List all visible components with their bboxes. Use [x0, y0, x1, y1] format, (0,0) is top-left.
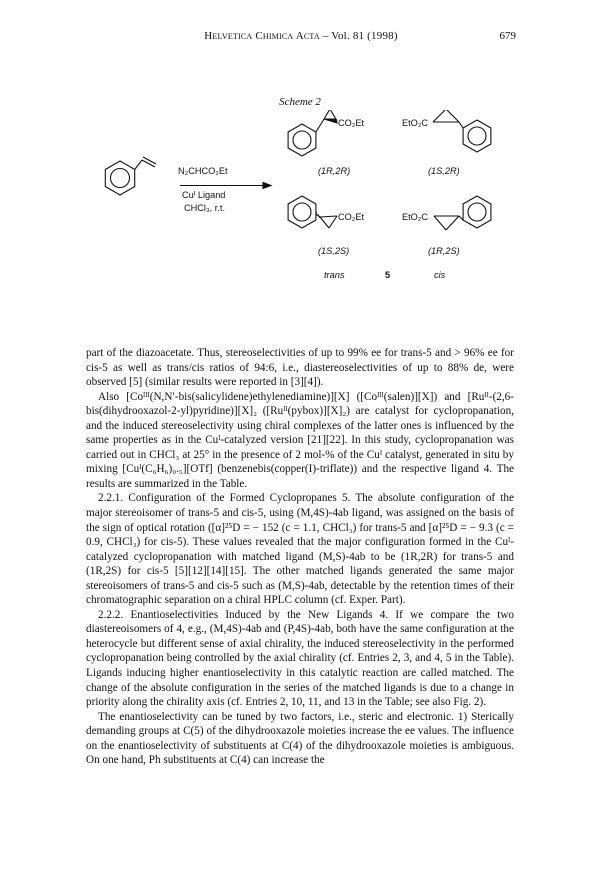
reagent-diazoacetate: N₂CHCO₂Et	[178, 166, 228, 176]
scheme-title: Scheme 2	[279, 96, 321, 108]
journal-name: Helvetica Chimica Acta	[204, 30, 320, 42]
label-1s2s: (1S,2S)	[318, 246, 350, 256]
paragraph-2: Also [Coᴵᴵᴵ(N,N′-bis(salicylidene)ethylenediamine)][X] ([Coᴵᴵᴵ(salen)][X]) and [Ruᴵᴵ-(2,6-bis(dihydrooxazol-2-yl)pyridine)][X]₂ ([Ruᴵᴵ(pybox)][X]₂) are catalyst for cyclopropanation, and the induced stereoselectivity using chiral complexes of the latter ones is influenced by the same properties as in the Cuᴵ-catalyzed version [21][22]. In this study, cyclopropanation was carried out in CHCl₃ at 25° in the presence of 2 mol-% of the Cuᴵ catalyst, generated in situ by mixing [Cuᴵ(C₆H₆)₀.₅][OTf] (benzenebis(copper(I)-triflate)) and the respective ligand 4. The results are summarized in the Table.	[86, 390, 514, 490]
structure-cis-1s2r	[433, 110, 491, 152]
subst-co2et-1s2s: CO₂Et	[338, 212, 365, 222]
journal-volume: – Vol. 81 (1998)	[322, 30, 398, 42]
label-cis: cis	[434, 270, 446, 280]
paragraph-3: 2.2.1. Configuration of the Formed Cyclopropanes 5. The absolute configuration of the major stereoisomer of trans-5 and cis-5, using (M,4S)-4ab ligand, was assigned on the basis of the sign of optical rotation ([α]²⁵D = − 152 (c = 1.1, CHCl₃) for trans-5 and [α]²⁵D = − 9.3 (c = 0.9, CHCl₃) for cis-5). These values revealed that the major configuration formed in the Cuᴵ-catalyzed cyclopropanation with matched ligand (M,S)-4ab to be (1R,2R) for trans-5 and (1R,2S) for cis-5 [5][12][14][15]. The other matched ligands generated the same major stereoisomers of trans-5 and cis-5 such as (M,S)-4ab, detectable by the retention times of their chromatographic separation on a chiral HPLC column (cf. Exper. Part).	[86, 492, 514, 607]
structure-cis-1r2s	[434, 196, 491, 230]
label-trans: trans	[324, 270, 345, 280]
label-1s2r: (1S,2R)	[428, 166, 460, 176]
reagent-conditions: CHCl₃, r.t.	[184, 203, 226, 213]
subst-eto2c-1r2s: EtO₂C	[402, 212, 429, 222]
structure-trans-1s2s	[288, 196, 337, 228]
label-compound-5: 5	[385, 270, 391, 280]
paragraph-5: The enantioselectivity can be tuned by two factors, i.e., steric and electronic. 1) Sterically demanding groups at C(5) of the dihydrooxazole moieties increase the ee values. The influence on the enantioselectivity of substituents at C(4) of the dihydrooxazole moieties is ambiguous. On one hand, Ph substituents at C(4) can increase the	[86, 710, 514, 767]
label-1r2s: (1R,2S)	[428, 246, 460, 256]
paragraph-4: 2.2.2. Enantioselectivities Induced by the New Ligands 4. If we compare the two diastereoisomers of 4, e.g., (M,4S)-4ab and (P,4S)-4ab, both have the same configuration at the heterocycle but different sense of axial chirality, the induced stereoselectivity in the performed cyclopropanation being controlled by the axial chirality (cf. Entries 2, 3, and 4, 5 in the Table). Ligands inducing higher enantioselectivity in this catalytic reaction are called matched. The change of the absolute configuration in the series of the matched ligands is due to a change in priority along the chirality axis (cf. Entries 2, 10, 11, and 13 in the Table; see also Fig. 2).	[86, 608, 514, 709]
reaction-scheme	[70, 110, 530, 308]
page-number: 679	[499, 30, 516, 42]
subst-eto2c-1s2r: EtO₂C	[402, 118, 429, 128]
label-1r2r: (1R,2R)	[318, 166, 351, 176]
paragraph-1: part of the diazoacetate. Thus, stereoselectivities of up to 99% ee for trans-5 and > 96% ee for cis-5 as well as trans/cis ratios of 94:6, i.e., diastereoselectivities of up to 88% de, were observed [5] (similar results were reported in [3][4]).	[86, 347, 514, 389]
body-text	[86, 346, 514, 768]
subst-co2et-1r2r: CO₂Et	[338, 118, 365, 128]
styrene-structure	[105, 157, 156, 195]
reagent-catalyst: Cuᴵ Ligand	[182, 190, 226, 200]
structure-trans-1r2r	[288, 110, 337, 156]
reaction-arrow	[180, 183, 271, 189]
running-head	[86, 30, 516, 42]
